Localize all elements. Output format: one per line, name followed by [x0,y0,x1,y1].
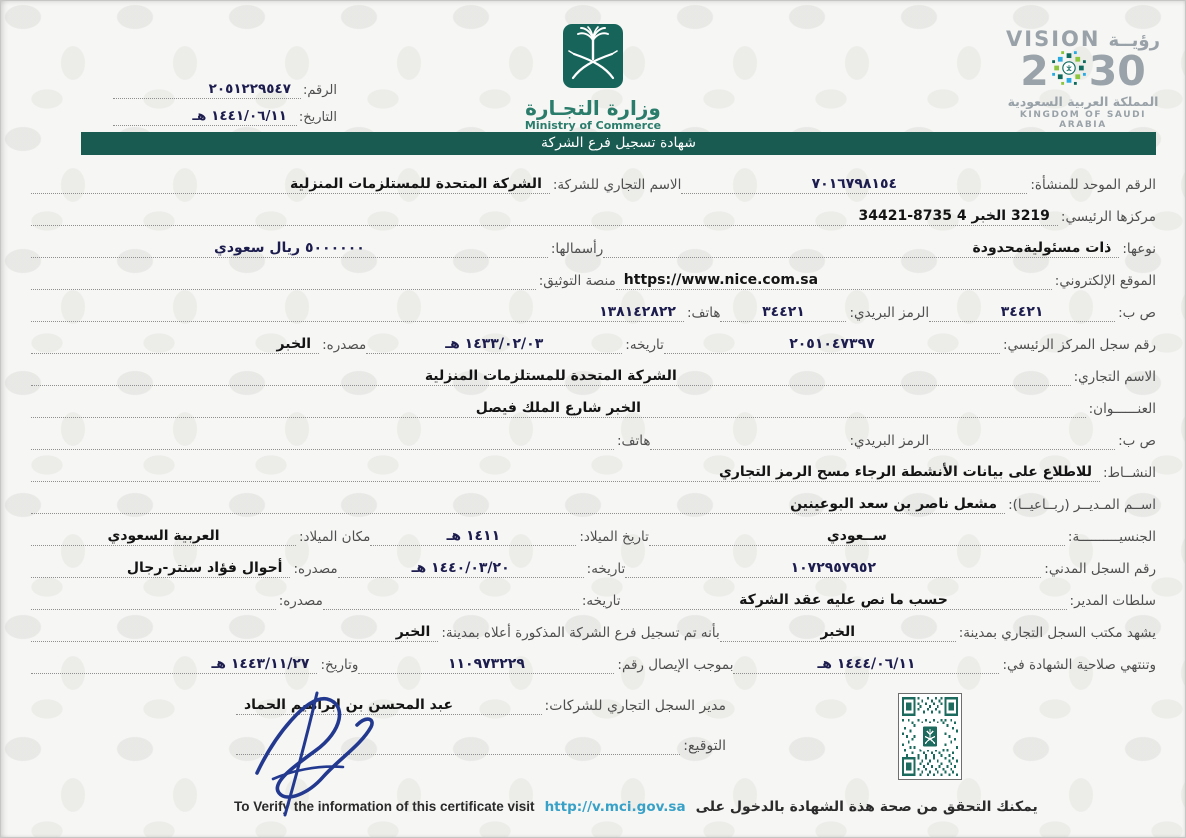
branch-pobox-value [929,448,1115,450]
company-type-value: ذات مسئوليةمحدودة [603,240,1119,258]
nationality-value: ســعودي [649,528,1065,546]
civil-id-source-value: أحوال فؤاد سنتر-رجال [31,560,290,578]
hq-cr-source-value: الخبر [31,336,319,354]
hq-cr-date-value: ١٤٣٣/٠٢/٠٣ هـ [366,336,622,354]
receipt-value: ١١٠٩٧٣٢٢٩ [358,656,614,674]
capital-value: ٥٠٠٠٠٠٠ ريال سعودي [31,240,548,258]
row-manager-powers [31,584,1156,610]
expiry-value: ١٤٤٤/٠٦/١١ هـ [733,656,999,674]
receipt-date-value: ١٤٤٣/١١/٢٧ هـ [31,656,317,674]
branch-phone-value [31,448,614,450]
powers-date-label: تاريخه: [581,593,621,609]
verify-text-ar: يمكنك التحقق من صحة هذة الشهادة بالدخول على [695,799,1038,815]
row-website [31,264,1156,290]
doc-date-value: ١٤٤١/٠٦/١١ هـ [113,108,297,126]
activity-value: للاطلاع على بيانات الأنشطة الرجاء مسح الرمز التجاري [31,464,1100,482]
doc-number-row [113,75,337,99]
powers-label: سلطات المدير: [1069,593,1156,609]
birth-place-value: العربية السعودي [31,528,296,546]
registered-city-label: بأنه تم تسجيل فرع الشركة المذكورة أعلاه بمدينة: [441,625,720,641]
vision-flower-icon [1050,49,1088,93]
vision-text-en: VISION [1006,27,1101,51]
birth-date-label: تاريخ الميلاد: [579,529,649,545]
row-branch-trade-name [31,360,1156,386]
expiry-label: وتنتهي صلاحية الشهادة في: [1002,657,1156,673]
hq-label: مركزها الرئيسي: [1060,209,1156,225]
birth-date-value: ١٤١١ هـ [370,528,576,546]
doc-number-value: ٢٠٥١٢٢٩٥٤٧ [113,81,301,99]
branch-phone-label: هاتف: [616,433,651,449]
civil-id-date-label: تاريخه: [586,561,626,577]
manager-name-label: اســم المـديــر (ربــاعيــا): [1008,497,1156,513]
doc-number-label: الرقم: [303,83,337,98]
vision-text-ar: رؤيــة [1108,30,1160,51]
hq-cr-label: رقم سجل المركز الرئيسي: [1002,337,1156,353]
doc-date-row [113,102,337,126]
vision-kingdom-ar: المملكة العربية السعودية [1007,94,1159,109]
certificate-title-banner: شهادة تسجيل فرع الشركة [81,132,1156,155]
activity-label: النشــاط: [1102,465,1156,481]
doc-meta [113,75,337,129]
row-expiry [31,648,1156,674]
director-name-value: عبد المحسن بن ابراهيم الحماد [236,697,542,715]
branch-trade-name-label: الاسم التجاري: [1073,369,1156,385]
vision-2030-logo [997,27,1169,130]
registered-city-value: الخبر [31,624,438,642]
vision-year-right: 30 [1088,47,1146,95]
branch-postal-value [650,448,846,450]
civil-id-label: رقم السجل المدني: [1044,561,1156,577]
powers-value: حسب ما نص عليه عقد الشركة [621,592,1067,610]
hq-value: 3219 الخبر 4 8735-34421 [31,208,1058,226]
powers-source-label: مصدره: [278,593,323,609]
company-pobox-label: ص ب: [1118,305,1156,321]
civil-id-source-label: مصدره: [293,561,338,577]
company-trade-name-label: الاسم التجاري للشركة: [552,177,682,193]
verify-url-link[interactable]: http://v.mci.gov.sa [544,799,686,815]
row-company-contacts [31,296,1156,322]
company-trade-name-value: الشركة المتحدة للمستلزمات المنزلية [31,176,550,194]
row-activity [31,456,1156,482]
branch-address-label: العنــــــوان: [1088,401,1156,417]
row-hq [31,200,1156,226]
branch-postal-label: الرمز البريدي: [849,433,930,449]
hq-cr-date-label: تاريخه: [625,337,664,353]
company-phone-value: ١٣٨١٤٢٨٢٢ [31,304,684,322]
birth-place-label: مكان الميلاد: [299,529,371,545]
row-branch-address [31,392,1156,418]
unified-number-value: ٧٠١٦٧٩٨١٥٤ [681,176,1027,194]
unified-number-label: الرقم الموحد للمنشأة: [1030,177,1156,193]
row-attestation-city [31,616,1156,642]
ministry-name-arabic: وزارة التجـارة [525,96,661,120]
certificate-fields [31,168,1156,680]
row-manager-name [31,488,1156,514]
row-civil-id [31,552,1156,578]
director-label: مدير السجل التجاري للشركات: [544,698,726,714]
qr-code [898,693,962,780]
office-city-label: يشهد مكتب السجل التجاري بمدينة: [958,625,1156,641]
receipt-date-label: وتاريخ: [320,657,359,673]
nationality-label: الجنسيــــــــــة: [1067,529,1156,545]
hq-cr-value: ٢٠٥١٠٤٧٣٩٧ [664,336,1000,354]
website-value: https://www.nice.com.sa [616,272,1052,290]
branch-pobox-label: ص ب: [1118,433,1156,449]
civil-id-date-value: ١٤٤٠/٠٣/٢٠ هـ [338,560,584,578]
manager-name-value: مشعل ناصر بن سعد البوعينين [31,496,1005,514]
company-postal-label: الرمز البريدي: [849,305,930,321]
capital-label: رأسمالها: [550,241,604,257]
website-label: الموقع الإلكتروني: [1054,273,1156,289]
saudi-emblem-icon [562,23,624,95]
company-postal-value: ٣٤٤٢١ [720,304,846,322]
branch-trade-name-value: الشركة المتحدة للمستلزمات المنزلية [31,368,1071,386]
vision-year-left: 2 [1020,47,1049,95]
company-type-label: نوعها: [1122,241,1156,257]
row-type-capital [31,232,1156,258]
company-pobox-value: ٣٤٤٢١ [929,304,1115,322]
docs-platform-label: منصة التوثيق: [538,273,616,289]
company-phone-label: هاتف: [686,305,721,321]
row-manager-nationality [31,520,1156,546]
verify-text-en: To Verify the information of this certificate visit [234,799,535,814]
row-unified-number [31,168,1156,194]
powers-source-value [31,608,276,610]
vision-kingdom-en: KINGDOM OF SAUDI ARABIA [1019,110,1147,130]
vision-year [997,49,1169,93]
branch-address-value: الخبر شارع الملك فيصل [31,400,1086,418]
office-city-value: الخبر [720,624,956,642]
signature-scribble [247,687,397,823]
doc-date-label: التاريخ: [298,110,337,125]
civil-id-value: ١٠٧٢٩٥٧٩٥٢ [625,560,1041,578]
row-branch-contacts [31,424,1156,450]
powers-date-value [323,608,579,610]
ministry-name-english: Ministry of Commerce [524,119,662,132]
docs-platform-value [31,288,536,290]
row-hq-cr [31,328,1156,354]
hq-cr-source-label: مصدره: [322,337,367,353]
ministry-logo [473,23,713,132]
receipt-label: بموجب الإيصال رقم: [617,657,734,673]
signature-label: التوقيع: [683,738,726,754]
